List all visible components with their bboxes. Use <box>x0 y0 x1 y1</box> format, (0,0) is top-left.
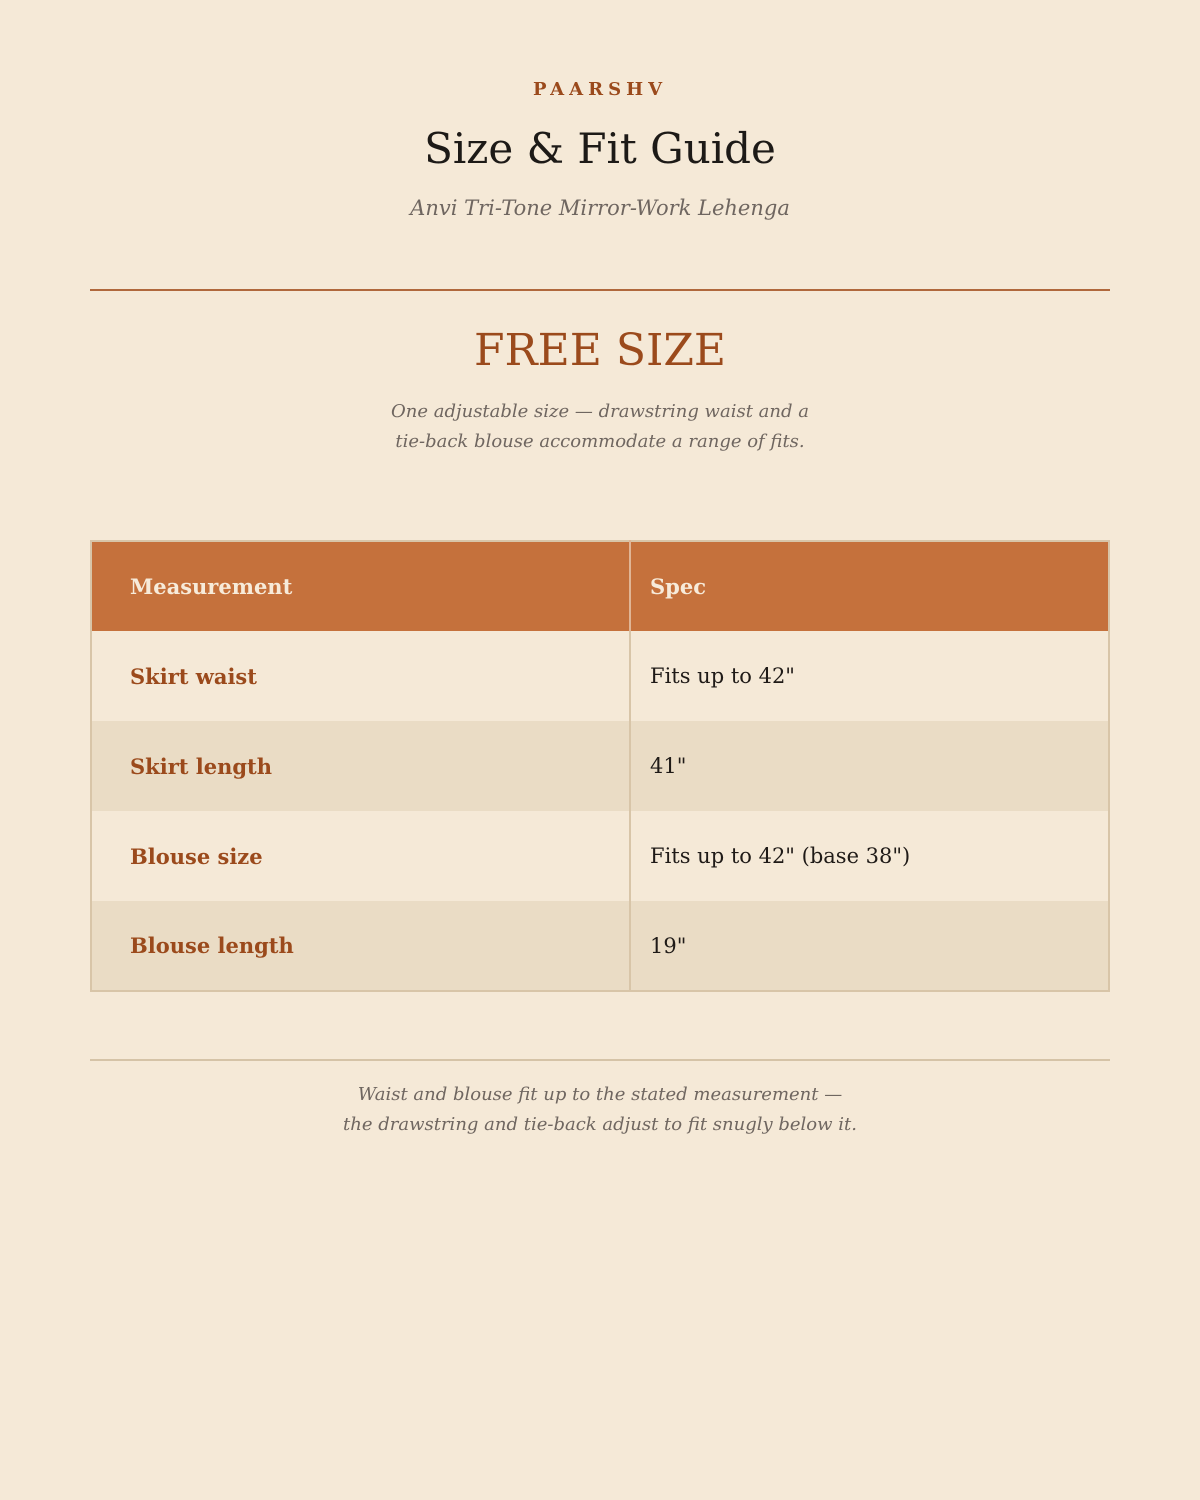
footnote-line: the drawstring and tie-back adjust to fit snugly below it. <box>343 1114 857 1135</box>
brand-name: PAARSHV <box>532 79 668 100</box>
bottom-divider <box>90 1059 1110 1061</box>
table-row <box>91 811 1109 901</box>
spec-cell: 41" <box>630 721 1109 811</box>
measurement-cell: Blouse size <box>91 811 630 901</box>
size-description-line: tie-back blouse accommodate a range of fits. <box>395 431 805 452</box>
fit-footnote <box>300 1080 900 1140</box>
spec-cell: 19" <box>630 901 1109 991</box>
table-row <box>91 901 1109 991</box>
measurement-cell: Blouse length <box>91 901 630 991</box>
table-header-row <box>91 541 1109 631</box>
measurement-cell: Skirt waist <box>91 631 630 721</box>
measurement-cell: Skirt length <box>91 721 630 811</box>
table-row <box>91 631 1109 721</box>
table-row <box>91 721 1109 811</box>
footnote-line: Waist and blouse fit up to the stated measurement — <box>357 1084 843 1105</box>
page-title: Size & Fit Guide <box>424 124 776 173</box>
size-description-line: One adjustable size — drawstring waist and a <box>391 401 809 422</box>
spec-cell: Fits up to 42" (base 38") <box>630 811 1109 901</box>
column-header-measurement: Measurement <box>91 541 630 631</box>
product-name: Anvi Tri-Tone Mirror-Work Lehenga <box>410 196 790 220</box>
spec-cell: Fits up to 42" <box>630 631 1109 721</box>
size-description <box>380 397 820 457</box>
column-header-spec: Spec <box>630 541 1109 631</box>
size-heading: FREE SIZE <box>473 325 727 376</box>
measurement-table <box>90 540 1110 992</box>
top-divider <box>90 289 1110 291</box>
